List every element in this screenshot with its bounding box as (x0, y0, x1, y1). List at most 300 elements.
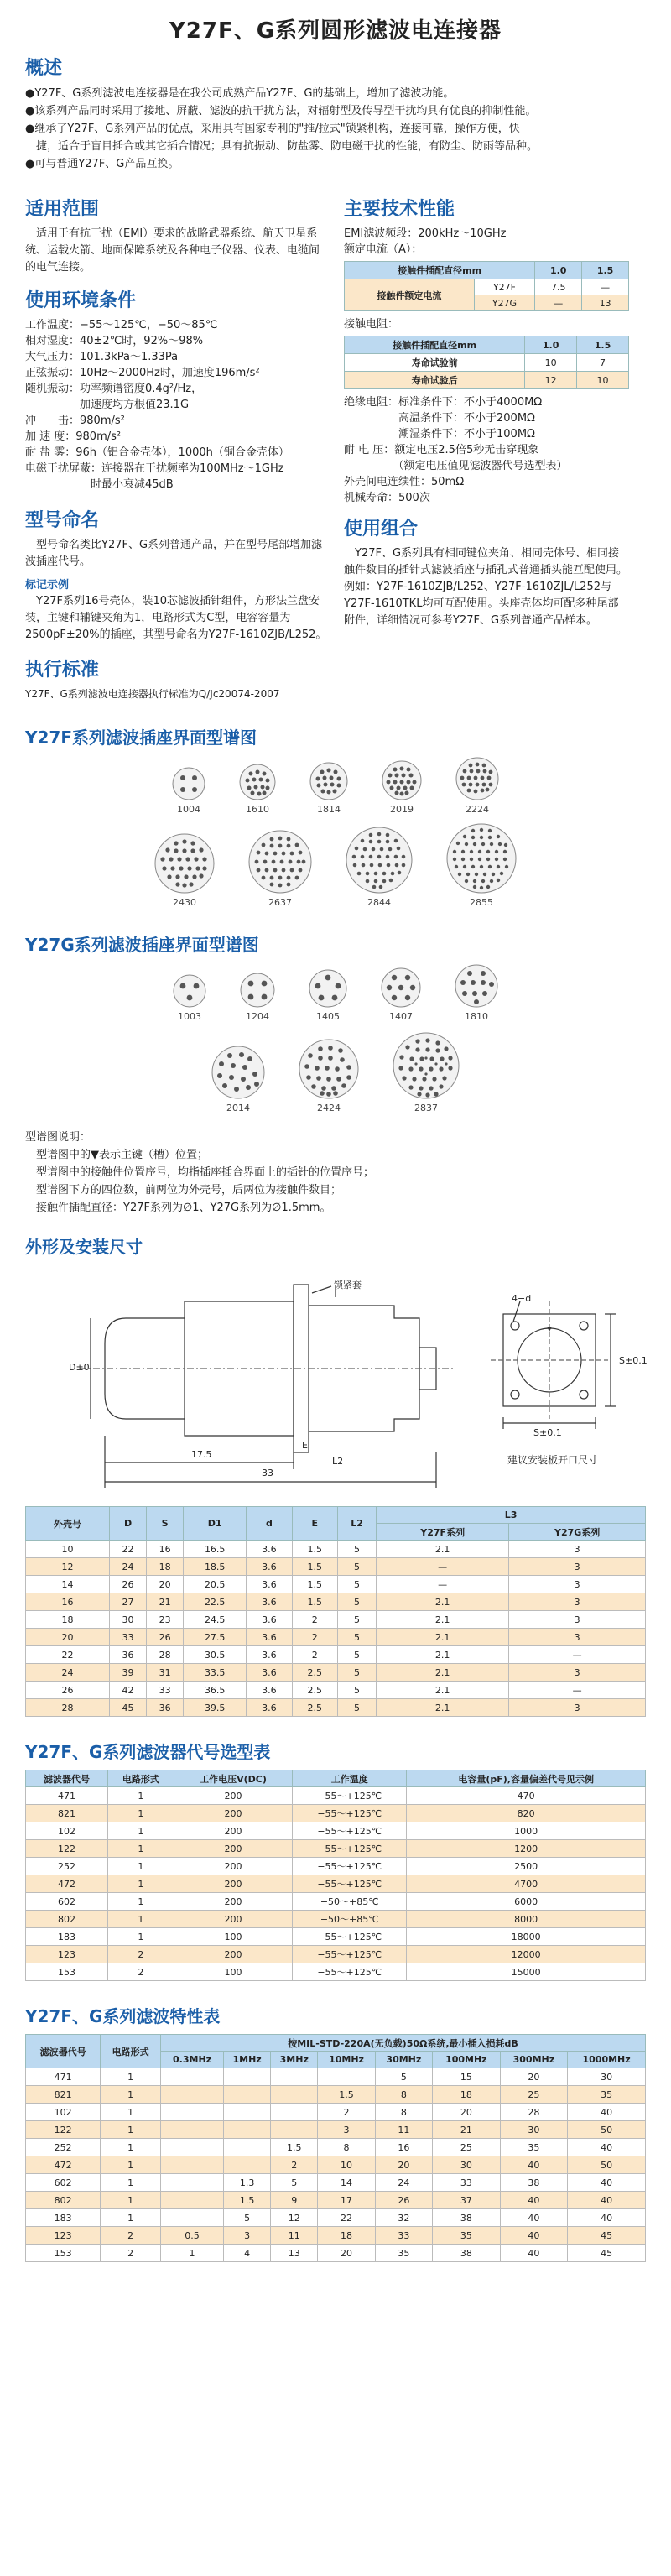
size-cell: — (509, 1646, 646, 1664)
char-col-header: 滤波器代号 (26, 2035, 101, 2068)
size-cell: 2.1 (377, 1646, 509, 1664)
char-cell: 1 (101, 2068, 161, 2086)
connector-face (153, 832, 216, 908)
combo-heading: 使用组合 (344, 519, 419, 540)
char-cell: 16 (375, 2139, 432, 2156)
label-e: E (302, 1440, 308, 1451)
filter-col-header: 工作电压V(DC) (174, 1770, 292, 1787)
env-line: 电磁干扰屏蔽：连接器在干扰频率为100MHz～1GHz (25, 462, 284, 475)
filter-cell: −50～+85℃ (293, 1911, 407, 1928)
char-cell: 8 (318, 2139, 375, 2156)
overview-line: ●可与普通Y27F、G产品互换。 (25, 158, 179, 170)
char-table-heading: Y27F、G系列滤波特性表 (25, 2006, 221, 2026)
label-s-side: S±0.1 (619, 1355, 648, 1366)
size-cell: 26 (109, 1576, 146, 1593)
char-cell: 40 (500, 2192, 568, 2209)
connector-code: 1405 (316, 1011, 340, 1022)
char-cell: 1 (101, 2156, 161, 2174)
char-cell (318, 2068, 375, 2086)
size-cell: 3 (509, 1699, 646, 1717)
char-cell: 10 (318, 2156, 375, 2174)
char-cell: 25 (500, 2086, 568, 2104)
env-line: 随机振动：功率频谱密度0.4g²/Hz， (25, 383, 203, 395)
char-cell: 8 (375, 2104, 432, 2121)
table-row (26, 2121, 646, 2139)
table-row (26, 2104, 646, 2121)
connector-face (171, 973, 208, 1022)
y27f-row2 (0, 821, 671, 908)
char-cell: 252 (26, 2139, 101, 2156)
size-cell: 22 (109, 1541, 146, 1558)
filter-cell: 6000 (407, 1893, 646, 1911)
size-cell: 27 (109, 1593, 146, 1611)
size-cell: 24.5 (184, 1611, 247, 1629)
filter-cell: 1 (108, 1858, 174, 1875)
char-cell: 35 (500, 2139, 568, 2156)
size-cell: 26 (26, 1682, 110, 1699)
char-cell: 26 (375, 2192, 432, 2209)
size-cell: 5 (338, 1611, 377, 1629)
table-row (26, 1840, 646, 1858)
char-cell: 8 (375, 2086, 432, 2104)
connector-code: 2019 (390, 804, 414, 815)
label-lock-sleeve: 锁紧套 (334, 1280, 362, 1291)
connector-code: 1610 (246, 804, 269, 815)
freq-header: 3MHz (271, 2052, 318, 2068)
char-cell: 5 (375, 2068, 432, 2086)
connector-code: 1814 (317, 804, 341, 815)
size-cell: 5 (338, 1629, 377, 1646)
current-col-header: 接触件插配直径mm (345, 262, 535, 279)
size-cell: 36.5 (184, 1682, 247, 1699)
filter-cell: −50～+85℃ (293, 1893, 407, 1911)
connector-code: 2014 (226, 1103, 250, 1113)
char-cell: 33 (433, 2174, 501, 2192)
size-cell: 3 (509, 1611, 646, 1629)
char-cell: 38 (500, 2174, 568, 2192)
char-cell: 30 (568, 2068, 646, 2086)
char-cell: 40 (500, 2209, 568, 2227)
char-cell: 1 (101, 2121, 161, 2139)
char-cell: 14 (318, 2174, 375, 2192)
size-cell: 33.5 (184, 1664, 247, 1682)
size-cell: 45 (109, 1699, 146, 1717)
connector-code: 1003 (178, 1011, 201, 1022)
char-cell: 2 (101, 2227, 161, 2245)
size-cell: 3.6 (247, 1664, 292, 1682)
diagram-notes (0, 1129, 671, 1217)
tech-line: （额定电压值见滤波器代号选型表） (344, 460, 568, 472)
char-cell: 38 (433, 2209, 501, 2227)
filter-cell: −55～+125℃ (293, 1840, 407, 1858)
label-4d: 4−d (512, 1293, 532, 1304)
char-cell: 1 (101, 2139, 161, 2156)
char-cell: 602 (26, 2174, 101, 2192)
char-cell: 37 (433, 2192, 501, 2209)
char-cell: 123 (26, 2227, 101, 2245)
connector-face (238, 971, 277, 1022)
size-sub-header: Y27G系列 (509, 1524, 646, 1541)
char-cell: 18 (433, 2086, 501, 2104)
size-cell: 2.1 (377, 1682, 509, 1699)
size-cell: 3.6 (247, 1541, 292, 1558)
connector-code: 2224 (466, 804, 489, 815)
size-cell: 21 (147, 1593, 184, 1611)
char-cell (271, 2068, 318, 2086)
connector-face (307, 967, 349, 1022)
y27g-row1 (0, 962, 671, 1022)
overview-heading: 概述 (25, 58, 63, 79)
char-cell: 13 (271, 2245, 318, 2262)
char-cell: 40 (500, 2227, 568, 2245)
size-cell: 16 (26, 1593, 110, 1611)
size-cell: 28 (26, 1699, 110, 1717)
freq-header: 1000MHz (568, 2052, 646, 2068)
contact-col-header: 1.5 (577, 336, 629, 354)
table-row (26, 1558, 646, 1576)
size-cell: 2.1 (377, 1664, 509, 1682)
table-row (26, 1805, 646, 1822)
size-cell: 2.1 (377, 1699, 509, 1717)
connector-face (380, 759, 424, 815)
char-cell: 5 (224, 2209, 271, 2227)
size-cell: 16 (147, 1541, 184, 1558)
filter-cell: 100 (174, 1928, 292, 1946)
char-cell: 21 (433, 2121, 501, 2139)
connector-code: 2844 (367, 897, 391, 908)
size-cell: 3 (509, 1593, 646, 1611)
env-line: 加速度均方根值23.1G (25, 399, 190, 411)
char-cell: 32 (375, 2209, 432, 2227)
char-cell (224, 2156, 271, 2174)
filter-cell: 15000 (407, 1963, 646, 1981)
filter-cell: 1 (108, 1928, 174, 1946)
size-table (25, 1506, 646, 1717)
scope-text: 适用于有抗干扰（EMI）要求的战略武器系统、航天卫星系统、运载火箭、地面保障系统及各种电子仪器、仪表、电缆间的电气连接。 (25, 227, 320, 274)
size-cell: 22.5 (184, 1593, 247, 1611)
char-cell (161, 2086, 224, 2104)
rated-current: 额定电流（A）： (344, 243, 423, 256)
size-cell: 18 (26, 1611, 110, 1629)
size-cell: 20 (147, 1576, 184, 1593)
filter-cell: 252 (26, 1858, 108, 1875)
table-row (26, 1541, 646, 1558)
filter-cell: 1000 (407, 1822, 646, 1840)
char-cell: 102 (26, 2104, 101, 2121)
env-line: 工作温度：−55～125℃，−50～85℃ (25, 319, 218, 331)
char-cell: 50 (568, 2156, 646, 2174)
env-line: 时最小衰减45dB (25, 478, 174, 491)
note-line: 型谱图中的▼表示主键（槽）位置； (25, 1149, 208, 1161)
filter-cell: 470 (407, 1787, 646, 1805)
char-cell (161, 2104, 224, 2121)
size-cell: 3 (509, 1576, 646, 1593)
size-cell: 36 (109, 1646, 146, 1664)
connector-code: 2430 (173, 897, 196, 908)
char-cell: 471 (26, 2068, 101, 2086)
connector-face (170, 765, 207, 815)
char-cell: 18 (318, 2227, 375, 2245)
table-row (26, 1699, 646, 1717)
connector-face (210, 1044, 267, 1113)
filter-col-header: 工作温度 (293, 1770, 407, 1787)
size-cell: 5 (338, 1593, 377, 1611)
connector-face (247, 828, 314, 908)
size-cell: 12 (26, 1558, 110, 1576)
size-cell: 16.5 (184, 1541, 247, 1558)
filter-cell: 602 (26, 1893, 108, 1911)
table-row (26, 1893, 646, 1911)
char-cell (161, 2121, 224, 2139)
label-mount-cutout: 建议安装板开口尺寸 (507, 1454, 599, 1466)
current-row-label: 接触件额定电流 (345, 279, 475, 311)
size-cell: 2.1 (377, 1541, 509, 1558)
char-cell: 28 (500, 2104, 568, 2121)
contact-table (344, 336, 629, 389)
char-cell: 20 (318, 2245, 375, 2262)
filter-cell: 200 (174, 1840, 292, 1858)
connector-code: 2424 (317, 1103, 341, 1113)
table-row (26, 1646, 646, 1664)
char-cell: 33 (375, 2227, 432, 2245)
filter-cell: −55～+125℃ (293, 1928, 407, 1946)
freq-header: 1MHz (224, 2052, 271, 2068)
size-cell: — (377, 1558, 509, 1576)
char-cell (161, 2068, 224, 2086)
filter-cell: −55～+125℃ (293, 1963, 407, 1981)
char-cell: 1 (101, 2104, 161, 2121)
char-cell: 35 (568, 2086, 646, 2104)
size-cell: 18.5 (184, 1558, 247, 1576)
char-cell (224, 2104, 271, 2121)
filter-cell: 100 (174, 1963, 292, 1981)
filter-cell: 1 (108, 1875, 174, 1893)
table-row (26, 1911, 646, 1928)
char-cell: 1 (101, 2086, 161, 2104)
connector-face (297, 1037, 361, 1113)
connector-code: 1810 (465, 1011, 488, 1022)
char-col-header: 电路形式 (101, 2035, 161, 2068)
char-cell: 1.3 (224, 2174, 271, 2192)
overview-section (0, 54, 671, 173)
char-cell: 45 (568, 2227, 646, 2245)
table-row (26, 2227, 646, 2245)
size-cell: 2 (292, 1611, 337, 1629)
current-cell: — (535, 295, 582, 311)
filter-cell: 200 (174, 1946, 292, 1963)
filter-col-header: 滤波器代号 (26, 1770, 108, 1787)
contact-col-header: 接触件插配直径mm (345, 336, 525, 354)
char-cell (224, 2121, 271, 2139)
char-cell (161, 2139, 224, 2156)
size-cell: 14 (26, 1576, 110, 1593)
size-cell: 2.1 (377, 1593, 509, 1611)
size-cell: 1.5 (292, 1541, 337, 1558)
table-row (26, 1664, 646, 1682)
contact-cell: 10 (525, 354, 577, 372)
char-cell: 50 (568, 2121, 646, 2139)
char-cell: 0.5 (161, 2227, 224, 2245)
table-row (26, 2174, 646, 2192)
label-33: 33 (262, 1468, 273, 1478)
overview-line: ●继承了Y27F、G系列产品的优点，采用具有国家专利的"推/拉式"锁紧机构，连接可靠，操作方便，快 (25, 123, 520, 135)
filter-col-header: 电路形式 (108, 1770, 174, 1787)
y27f-row1 (0, 755, 671, 815)
char-cell (271, 2121, 318, 2139)
filter-cell: 200 (174, 1787, 292, 1805)
filter-cell: −55～+125℃ (293, 1787, 407, 1805)
char-cell (161, 2192, 224, 2209)
size-cell: 22 (26, 1646, 110, 1664)
size-cell: 5 (338, 1558, 377, 1576)
char-cell: 35 (375, 2245, 432, 2262)
size-cell: — (509, 1682, 646, 1699)
size-cell: 1.5 (292, 1593, 337, 1611)
note-line: 接触件插配直径：Y27F系列为∅1、Y27G系列为∅1.5mm。 (25, 1202, 331, 1214)
table-row (26, 1576, 646, 1593)
char-cell: 38 (433, 2245, 501, 2262)
char-cell: 30 (433, 2156, 501, 2174)
table-row (26, 1611, 646, 1629)
size-cell: 1.5 (292, 1558, 337, 1576)
size-cell: 3.6 (247, 1576, 292, 1593)
size-cell: 3.6 (247, 1646, 292, 1664)
size-cell: 31 (147, 1664, 184, 1682)
y27f-diagram-title: Y27F系列滤波插座界面型谱图 (25, 727, 257, 748)
char-cell (161, 2174, 224, 2192)
overview-line: ●Y27F、G系列滤波电连接器是在我公司成熟产品Y27F、G的基础上，增加了滤波功能。 (25, 87, 455, 100)
connector-face (344, 825, 414, 908)
current-cell: — (582, 279, 629, 295)
char-cell (271, 2086, 318, 2104)
freq-header: 10MHz (318, 2052, 375, 2068)
char-cell: 802 (26, 2192, 101, 2209)
char-cell (271, 2104, 318, 2121)
char-cell: 30 (500, 2121, 568, 2139)
filter-characteristics-table (25, 2034, 646, 2262)
char-cell: 821 (26, 2086, 101, 2104)
example-text: Y27F系列16号壳体，装10芯滤波插针组件，方形法兰盘安装，主键和辅键夹角为1，电路形式为C型，电容容量为2500pF±20%的插座，其型号命名为Y27F-1610ZJB/L252。 (25, 595, 327, 641)
connector-face (237, 762, 278, 815)
overview-line: 捷，适合于盲目插合或其它插合情况；具有抗振动、防盐雾、防电磁干扰的性能，有防尘、防雨等品种。 (25, 140, 538, 153)
size-cell: 2.1 (377, 1629, 509, 1646)
size-cell: 3.6 (247, 1558, 292, 1576)
freq-header: 0.3MHz (161, 2052, 224, 2068)
contact-cell: 寿命试验后 (345, 372, 525, 389)
char-cell: 153 (26, 2245, 101, 2262)
char-cell: 183 (26, 2209, 101, 2227)
naming-heading: 型号命名 (25, 510, 100, 531)
table-row (26, 1875, 646, 1893)
filter-cell: 1 (108, 1787, 174, 1805)
connector-face (453, 962, 500, 1022)
table-row (26, 1593, 646, 1611)
label-l2: L2 (332, 1456, 344, 1467)
char-cell: 472 (26, 2156, 101, 2174)
filter-cell: 802 (26, 1911, 108, 1928)
y27g-row2 (0, 1030, 671, 1113)
freq-header: 300MHz (500, 2052, 568, 2068)
size-cell: 23 (147, 1611, 184, 1629)
combo-text: Y27F、G系列具有相同键位夹角、相同壳体号、相同接触件数目的插针式滤波插座与插孔式普通插头能互配使用。例如：Y27F-1610ZJB/L252、Y27F-1610ZJL/L252与Y27F-1610TKL均可互配使用。头座壳体均可配多种尾部附件，详细情况可参考Y27F、G系列普通产品样本。 (344, 547, 628, 627)
table-row (26, 1629, 646, 1646)
filter-cell: 200 (174, 1805, 292, 1822)
char-cell: 1.5 (271, 2139, 318, 2156)
connector-face (445, 821, 518, 908)
size-cell: — (377, 1576, 509, 1593)
naming-text: 型号命名类比Y27F、G系列普通产品，并在型号尾部增加滤波插座代号。 (25, 539, 323, 568)
size-cell: 27.5 (184, 1629, 247, 1646)
filter-cell: 821 (26, 1805, 108, 1822)
current-table (344, 261, 629, 311)
char-cell: 2 (271, 2156, 318, 2174)
filter-cell: 2 (108, 1963, 174, 1981)
size-cell: 3 (509, 1664, 646, 1682)
char-cell: 40 (568, 2174, 646, 2192)
char-cell (224, 2139, 271, 2156)
size-cell: 24 (26, 1664, 110, 1682)
filter-cell: 471 (26, 1787, 108, 1805)
contact-label: 接触电阻： (344, 318, 399, 331)
page-title: Y27F、G系列圆形滤波电连接器 (169, 18, 502, 44)
note-line: 型谱图说明： (25, 1131, 91, 1144)
contact-cell: 12 (525, 372, 577, 389)
char-cell: 4 (224, 2245, 271, 2262)
char-cell: 11 (271, 2227, 318, 2245)
table-row (26, 2068, 646, 2086)
size-col-header: L2 (338, 1507, 377, 1541)
filter-cell: 200 (174, 1875, 292, 1893)
char-cell: 9 (271, 2192, 318, 2209)
tech-line: 机械寿命：500次 (344, 492, 430, 504)
filter-cell: 200 (174, 1822, 292, 1840)
char-cell: 12 (271, 2209, 318, 2227)
char-cell: 122 (26, 2121, 101, 2139)
note-line: 型谱图中的接触件位置序号，均指插座插合界面上的插针的位置序号； (25, 1166, 375, 1179)
current-col-header: 1.5 (582, 262, 629, 279)
size-cell: 5 (338, 1664, 377, 1682)
char-cell (224, 2068, 271, 2086)
table-row (26, 2209, 646, 2227)
char-cell: 40 (500, 2245, 568, 2262)
filter-cell: −55～+125℃ (293, 1805, 407, 1822)
size-cell: 3.6 (247, 1699, 292, 1717)
size-cell: 33 (147, 1682, 184, 1699)
size-cell: 2 (292, 1629, 337, 1646)
char-cell: 1.5 (318, 2086, 375, 2104)
size-cell: 39 (109, 1664, 146, 1682)
size-cell: 20 (26, 1629, 110, 1646)
char-cell: 2 (101, 2245, 161, 2262)
char-cell: 25 (433, 2139, 501, 2156)
char-cell: 35 (433, 2227, 501, 2245)
filter-cell: 820 (407, 1805, 646, 1822)
tech-line: 高温条件下：不小于200MΩ (344, 412, 535, 425)
size-cell: 30 (109, 1611, 146, 1629)
size-cell: 39.5 (184, 1699, 247, 1717)
size-sub-header: Y27F系列 (377, 1524, 509, 1541)
dims-heading: 外形及安装尺寸 (25, 1237, 143, 1257)
size-cell: 42 (109, 1682, 146, 1699)
filter-cell: 102 (26, 1822, 108, 1840)
char-cell: 40 (568, 2192, 646, 2209)
contact-cell: 寿命试验前 (345, 354, 525, 372)
size-cell: 30.5 (184, 1646, 247, 1664)
size-cell: 2.5 (292, 1699, 337, 1717)
table-row (26, 1963, 646, 1981)
table-row (26, 1858, 646, 1875)
standard-text: Y27F、G系列滤波电连接器执行标准为Q/Jc20074-2007 (25, 688, 280, 700)
